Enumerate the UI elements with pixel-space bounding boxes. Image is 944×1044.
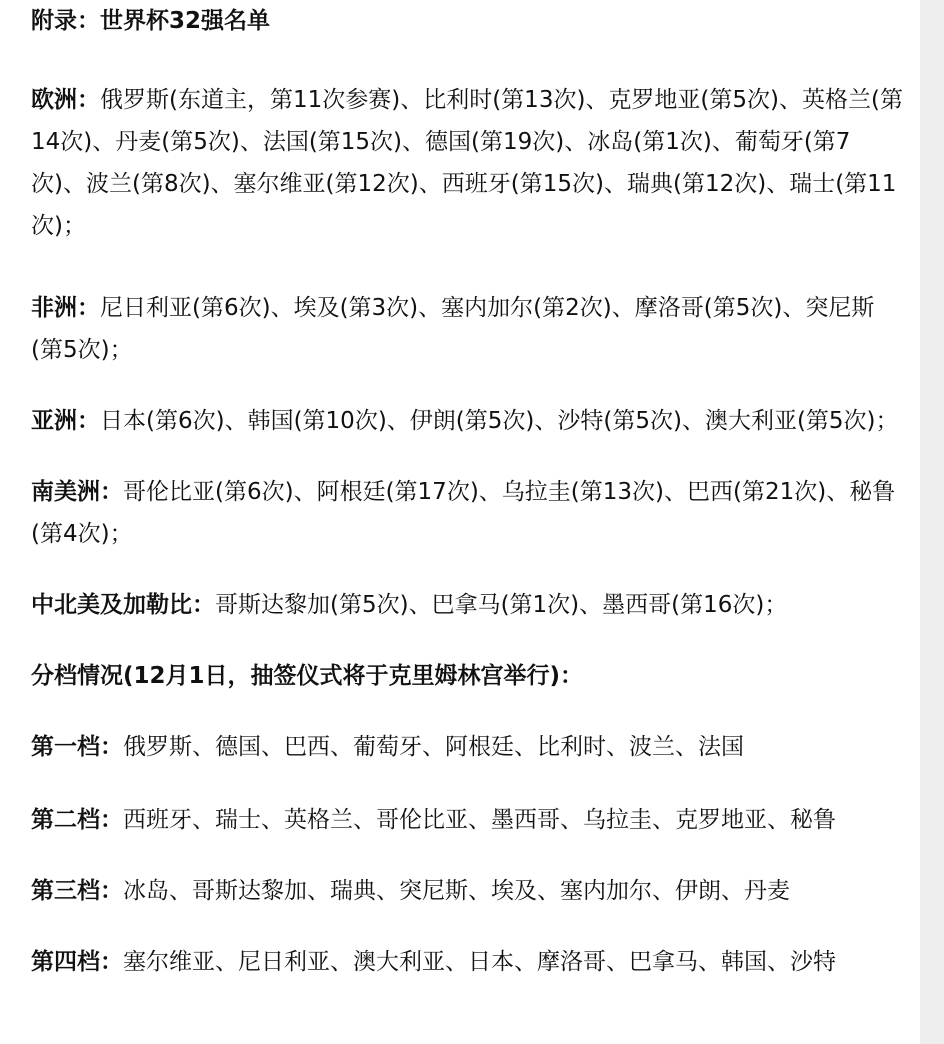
europe-teams: 俄罗斯(东道主，第11次参赛)、比利时(第13次)、克罗地亚(第5次)、英格兰(第14次)、丹麦(第5次)、法国(第15次)、德国(第19次)、冰岛(第1次)、葡萄牙(第7次)、波兰(第8次)、塞尔维亚(第12次)、西班牙(第15次)、瑞典(第12次)、瑞士(第11次)；	[31, 87, 903, 239]
asia-teams: 日本(第6次)、韩国(第10次)、伊朗(第5次)、沙特(第5次)、澳大利亚(第5次)；	[100, 408, 899, 434]
pot-4-teams: 塞尔维亚、尼日利亚、澳大利亚、日本、摩洛哥、巴拿马、韩国、沙特	[123, 949, 836, 975]
scrollbar-track[interactable]	[920, 0, 944, 1044]
south-america-label: 南美洲：	[31, 479, 123, 505]
page-title: 附录：世界杯32强名单	[31, 8, 271, 34]
pot-1-label: 第一档：	[31, 734, 123, 760]
article-body	[31, 0, 903, 983]
south-america-paragraph	[31, 471, 903, 555]
seeding-label: 分档情况(12月1日，抽签仪式将于克里姆林宫举行)：	[31, 663, 584, 689]
pot-3-teams: 冰岛、哥斯达黎加、瑞典、突尼斯、埃及、塞内加尔、伊朗、丹麦	[123, 878, 790, 904]
concacaf-teams: 哥斯达黎加(第5次)、巴拿马(第1次)、墨西哥(第16次)；	[215, 592, 788, 618]
africa-teams: 尼日利亚(第6次)、埃及(第3次)、塞内加尔(第2次)、摩洛哥(第5次)、突尼斯(第5次)；	[31, 295, 875, 363]
africa-label: 非洲：	[31, 295, 100, 321]
africa-paragraph	[31, 287, 903, 371]
pot-1-paragraph	[31, 726, 903, 768]
asia-paragraph	[31, 400, 903, 442]
europe-label: 欧洲：	[31, 87, 100, 113]
south-america-teams: 哥伦比亚(第6次)、阿根廷(第17次)、乌拉圭(第13次)、巴西(第21次)、秘鲁(第4次)；	[31, 479, 896, 547]
pot-2-label: 第二档：	[31, 807, 123, 833]
pot-2-teams: 西班牙、瑞士、英格兰、哥伦比亚、墨西哥、乌拉圭、克罗地亚、秘鲁	[123, 807, 836, 833]
asia-label: 亚洲：	[31, 408, 100, 434]
concacaf-label: 中北美及加勒比：	[31, 592, 215, 618]
pot-3-label: 第三档：	[31, 878, 123, 904]
seeding-heading	[31, 655, 903, 697]
europe-paragraph	[31, 79, 903, 247]
pot-2-paragraph	[31, 799, 903, 841]
pot-1-teams: 俄罗斯、德国、巴西、葡萄牙、阿根廷、比利时、波兰、法国	[123, 734, 744, 760]
pot-4-paragraph	[31, 941, 903, 983]
pot-3-paragraph	[31, 870, 903, 912]
pot-4-label: 第四档：	[31, 949, 123, 975]
concacaf-paragraph	[31, 584, 903, 626]
